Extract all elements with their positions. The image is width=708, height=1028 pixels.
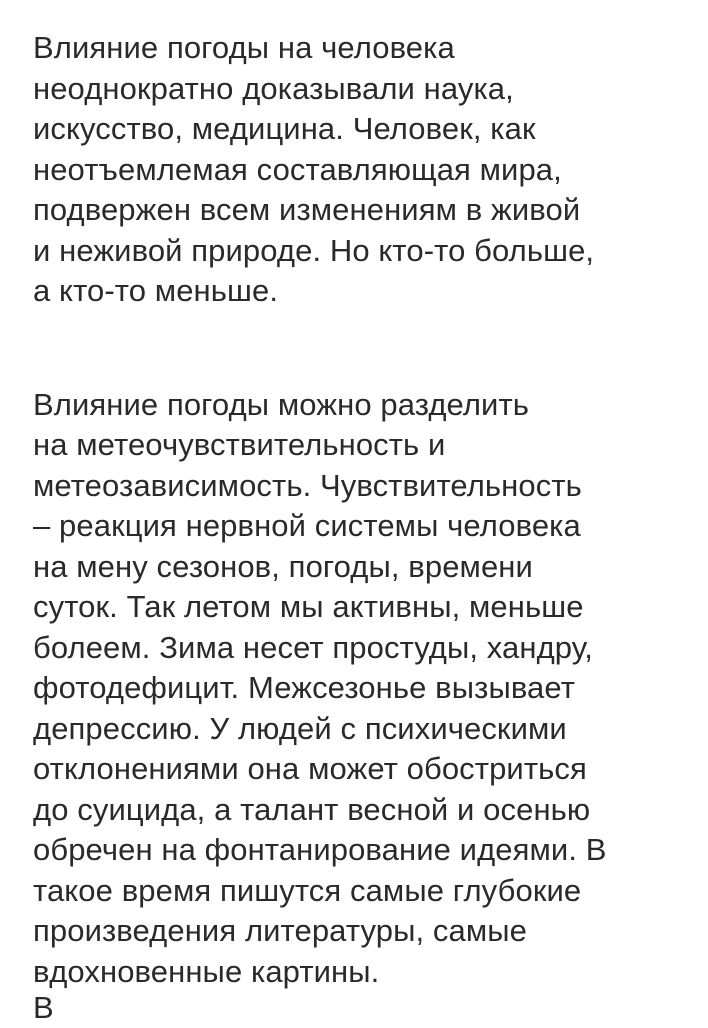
text-line: на мену сезонов, погоды, времени	[33, 548, 533, 584]
text-line: отклонениями она может обостриться	[33, 751, 587, 786]
paragraph-spacer	[33, 312, 703, 385]
paragraph-1	[33, 28, 703, 312]
text-line: неоднократно доказывали наука,	[33, 70, 514, 106]
cut-off-text-line: В	[33, 990, 54, 1025]
text-line: искусство, медицина. Человек, как	[33, 111, 536, 146]
text-line: Влияние погоды можно разделить	[33, 386, 529, 422]
text-line: суток. Так летом мы активны, меньше	[33, 589, 584, 624]
text-line: такое время пишутся самые глубокие	[33, 872, 582, 908]
text-line: – реакция нервной системы человека	[33, 508, 581, 543]
text-line: на метеочувствительность и	[33, 427, 446, 462]
text-line: а кто-то меньше.	[33, 273, 279, 308]
paragraph-2	[33, 385, 703, 993]
text-line: неотъемлемая составляющая мира,	[33, 151, 562, 187]
text-line: обречен на фонтанирование идеями. В	[33, 832, 607, 867]
text-line: депрессию. У людей с психическими	[33, 710, 567, 746]
text-line: до суицида, а талант весной и осенью	[33, 791, 591, 827]
text-line: метеозависимость. Чувствительность	[33, 467, 582, 503]
text-line: болеем. Зима несет простуды, хандру,	[33, 629, 593, 665]
document-body	[33, 28, 703, 992]
text-line: Влияние погоды на человека	[33, 30, 455, 65]
text-line: и неживой природе. Но кто-то больше,	[33, 232, 595, 268]
text-line: вдохновенные картины.	[33, 953, 380, 989]
text-line: фотодефицит. Межсезонье вызывает	[33, 670, 575, 705]
text-line: произведения литературы, самые	[33, 913, 527, 948]
text-line: подвержен всем изменениям в живой	[33, 192, 581, 227]
